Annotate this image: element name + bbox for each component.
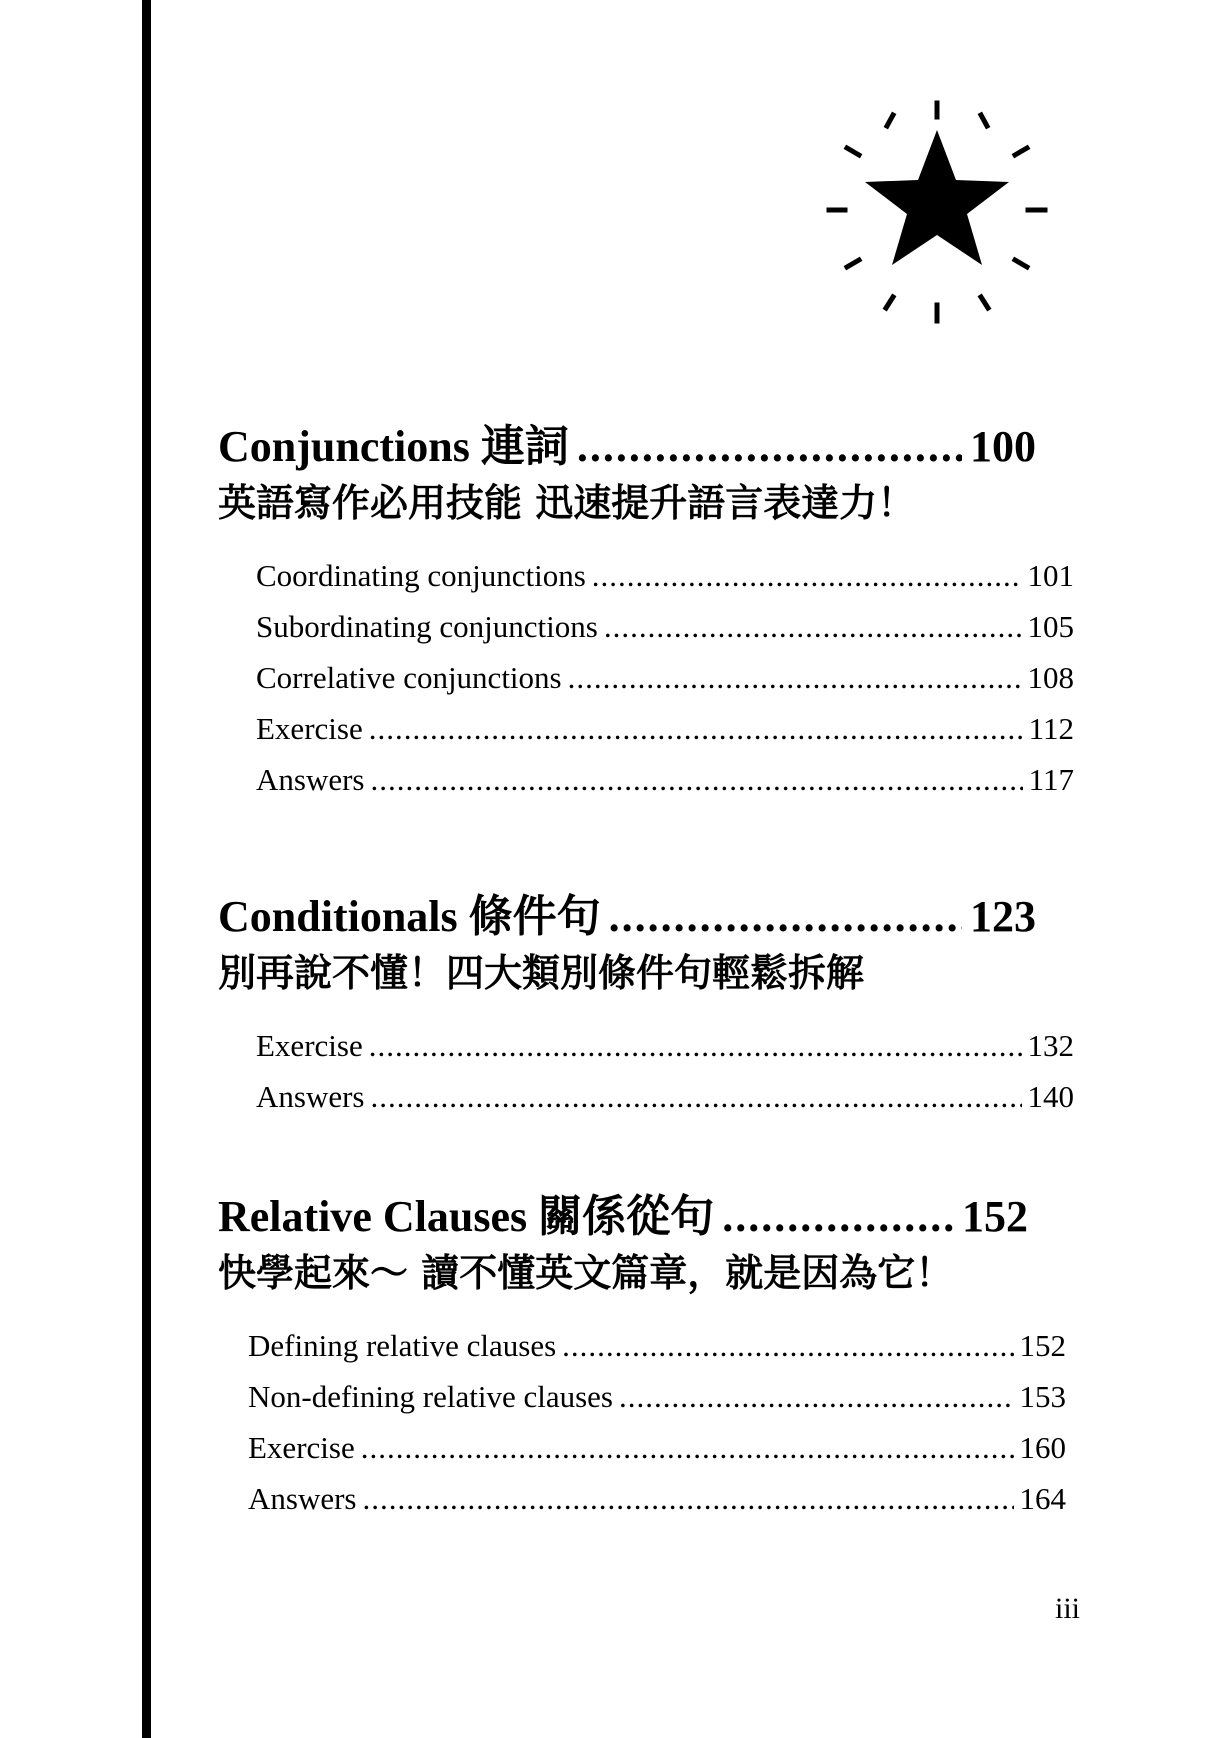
toc-entry[interactable] [248,1371,1066,1422]
entry-label: Non-defining relative clauses [248,1379,613,1414]
entry-label: Answers [256,762,365,797]
toc-entry[interactable] [256,1020,1074,1071]
entry-page: 140 [1027,1079,1074,1114]
toc-section-conditionals [218,888,1074,1122]
dot-leader [361,1422,1014,1473]
entry-page: 101 [1027,558,1074,593]
toc-entry[interactable] [256,703,1074,754]
entry-page: 153 [1019,1379,1066,1414]
entry-page: 164 [1019,1481,1066,1516]
entry-page: 160 [1019,1430,1066,1465]
toc-entry[interactable] [256,754,1074,805]
toc-entry[interactable] [248,1473,1066,1524]
dot-leader [562,1320,1013,1371]
toc-section-conjunctions [218,418,1074,805]
section-page: 123 [970,892,1036,941]
page-spine-bar [142,0,151,1738]
entry-label: Subordinating conjunctions [256,609,598,644]
dot-leader [577,418,962,476]
section-page: 152 [962,1192,1028,1241]
entry-label: Answers [248,1481,357,1516]
entry-label: Answers [256,1079,365,1114]
entry-label: Defining relative clauses [248,1328,557,1363]
toc-entry[interactable] [248,1320,1066,1371]
section-heading[interactable] [218,888,1036,946]
entry-page: 108 [1027,660,1074,695]
section-subtitle: 別再說不懂！四大類別條件句輕鬆拆解 [218,951,865,995]
dot-leader [371,754,1023,805]
section-title: Conjunctions 連詞 [218,422,569,471]
dot-leader [609,888,962,946]
entry-page: 117 [1028,762,1074,797]
burst-star-icon [815,95,1055,335]
dot-leader [722,1188,954,1246]
entry-label: Exercise [248,1430,355,1465]
section-heading[interactable] [218,418,1036,476]
dot-leader [369,1020,1022,1071]
dot-leader [619,1371,1014,1422]
toc-entry[interactable] [248,1422,1066,1473]
toc-section-relative-clauses [218,1188,1066,1524]
section-subtitle: 快學起來～ 讀不懂英文篇章，就是因為它！ [218,1251,954,1295]
entry-label: Exercise [256,711,363,746]
entry-label: Coordinating conjunctions [256,558,586,593]
entry-page: 132 [1027,1028,1074,1063]
entry-page: 152 [1019,1328,1066,1363]
section-page: 100 [970,422,1036,471]
section-heading[interactable] [218,1188,1028,1246]
entry-page: 112 [1028,711,1074,746]
entry-label: Correlative conjunctions [256,660,562,695]
dot-leader [592,550,1022,601]
dot-leader [568,652,1022,703]
entry-label: Exercise [256,1028,363,1063]
toc-entry[interactable] [256,652,1074,703]
dot-leader [604,601,1022,652]
dot-leader [363,1473,1014,1524]
entry-page: 105 [1027,609,1074,644]
section-subtitle: 英語寫作必用技能 迅速提升語言表達力！ [218,481,916,525]
toc-entry[interactable] [256,1071,1074,1122]
dot-leader [369,703,1023,754]
section-title: Relative Clauses 關係從句 [218,1192,715,1241]
toc-entry[interactable] [256,601,1074,652]
page-number: iii [1055,1592,1081,1625]
dot-leader [371,1071,1022,1122]
section-title: Conditionals 條件句 [218,892,601,941]
toc-entry[interactable] [256,550,1074,601]
